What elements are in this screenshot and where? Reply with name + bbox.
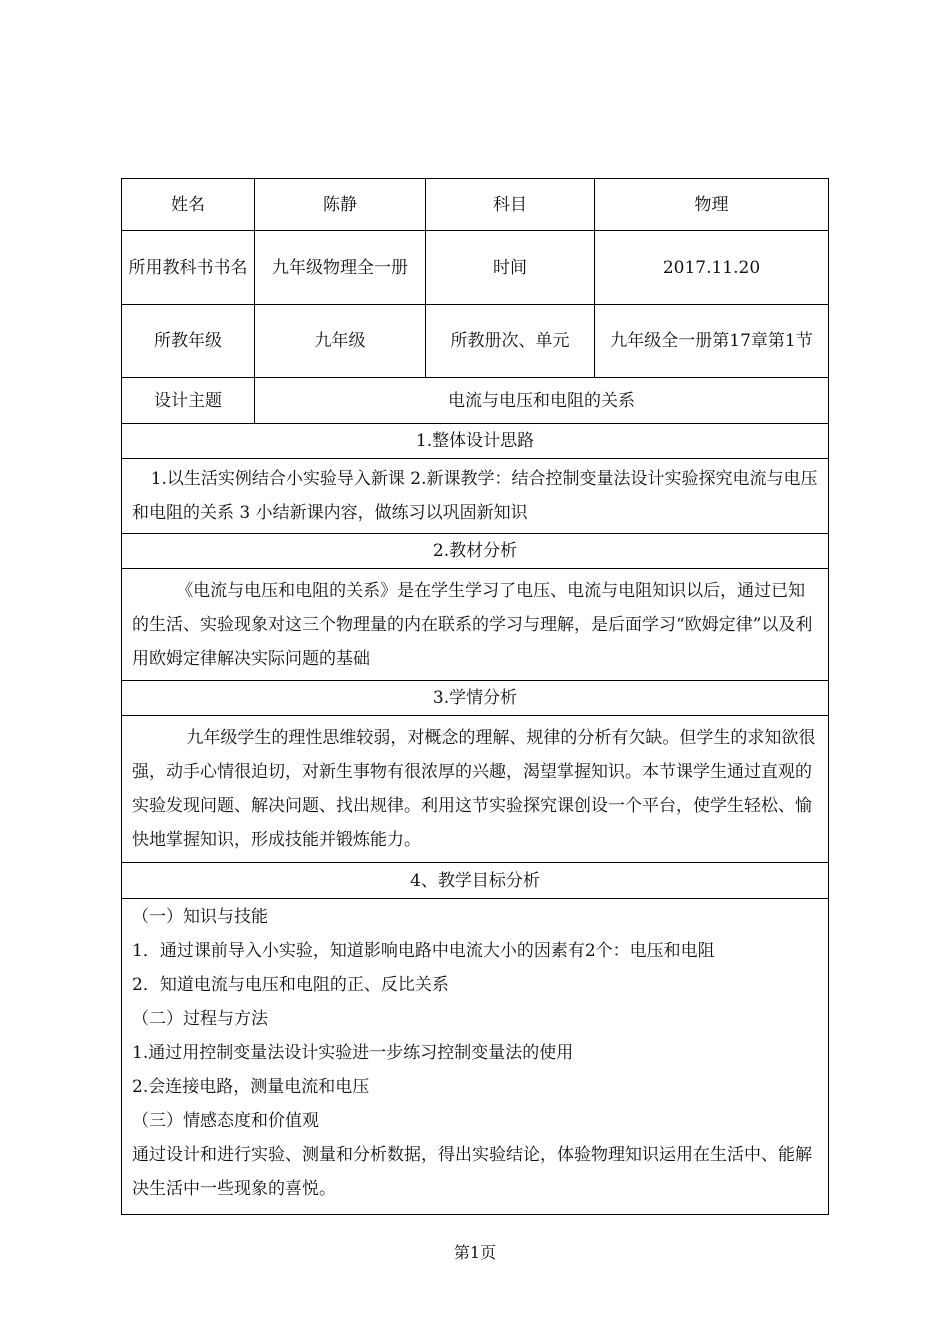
goals-line: （二）过程与方法	[132, 1009, 268, 1029]
page-number: 第1页	[453, 1243, 497, 1262]
design-body: 1.以生活实例结合小实验导入新课 2.新课教学：结合控制变量法设计实验探究电流与电压和电阻的关系 3 小结新课内容，做练习以巩固新知识	[122, 459, 829, 534]
goals-title: 4、教学目标分析	[122, 863, 829, 899]
goals-line: 1．通过课前导入小实验，知道影响电路中电流大小的因素有2个：电压和电阻	[132, 941, 715, 961]
textbook-value: 九年级物理全一册	[255, 231, 426, 305]
textbook-analysis-body: 《电流与电压和电阻的关系》是在学生学习了电压、电流与电阻知识以后，通过已知的生活、实验现象对这三个物理量的内在联系的学习与理解，是后面学习“欧姆定律”以及利用欧姆定律解决实际问题的基础	[122, 569, 829, 681]
name-label: 姓名	[122, 179, 255, 231]
table-row	[122, 424, 829, 459]
unit-value: 九年级全一册第17章第1节	[595, 305, 829, 378]
goals-line: 通过设计和进行实验、测量和分析数据，得出实验结论，体验物理知识运用在生活中、能解决生活中一些现象的喜悦。	[132, 1145, 812, 1199]
goals-line: 2.会连接电路，测量电流和电压	[132, 1077, 370, 1097]
table-row	[122, 459, 829, 534]
table-row	[122, 179, 829, 231]
table-row	[122, 305, 829, 378]
topic-label: 设计主题	[122, 378, 255, 424]
time-value: 2017.11.20	[595, 231, 829, 305]
textbook-analysis-title: 2.教材分析	[122, 534, 829, 569]
subject-label: 科目	[426, 179, 595, 231]
students-analysis-body: 九年级学生的理性思维较弱，对概念的理解、规律的分析有欠缺。但学生的求知欲很强，动手心情很迫切，对新生事物有很浓厚的兴趣，渴望掌握知识。本节课学生通过直观的实验发现问题、解决问题、找出规律。利用这节实验探究课创设一个平台，使学生轻松、愉快地掌握知识，形成技能并锻炼能力。	[122, 716, 829, 863]
name-value: 陈静	[255, 179, 426, 231]
subject-value: 物理	[595, 179, 829, 231]
topic-value: 电流与电压和电阻的关系	[255, 378, 829, 424]
table-row	[122, 681, 829, 716]
grade-value: 九年级	[255, 305, 426, 378]
table-row	[122, 863, 829, 899]
goals-line: 1.通过用控制变量法设计实验进一步练习控制变量法的使用	[132, 1043, 574, 1063]
goals-line: （三）情感态度和价值观	[132, 1111, 319, 1131]
table-row	[122, 716, 829, 863]
textbook-label: 所用教科书书名	[122, 231, 255, 305]
goals-line: （一）知识与技能	[132, 907, 268, 927]
goals-line: 2．知道电流与电压和电阻的正、反比关系	[132, 975, 449, 995]
design-title: 1.整体设计思路	[122, 424, 829, 459]
table-row	[122, 569, 829, 681]
students-analysis-title: 3.学情分析	[122, 681, 829, 716]
lesson-plan-table	[121, 178, 829, 1215]
grade-label: 所教年级	[122, 305, 255, 378]
unit-label: 所教册次、单元	[426, 305, 595, 378]
table-row	[122, 534, 829, 569]
time-label: 时间	[426, 231, 595, 305]
table-row	[122, 899, 829, 1215]
table-row	[122, 231, 829, 305]
goals-body	[122, 899, 829, 1215]
table-row	[122, 378, 829, 424]
